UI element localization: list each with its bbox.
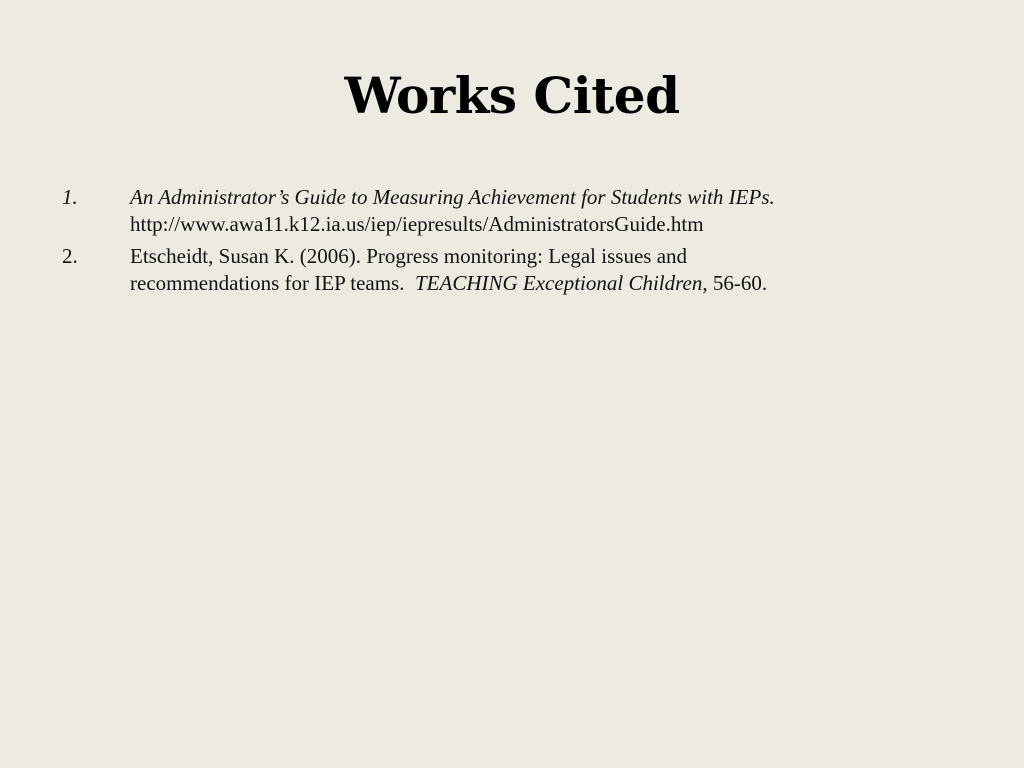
works-cited-list [0, 184, 1024, 302]
reference-number: 2. [62, 244, 78, 268]
slide-title: Works Cited [344, 66, 680, 125]
reference-item-1 [0, 184, 1024, 238]
reference-item-2 [0, 243, 1024, 297]
reference-author-title: Etscheidt, Susan K. (2006). Progress monitoring: Legal issues and [130, 244, 688, 268]
reference-number: 1. [62, 185, 78, 209]
reference-title-line-2 [130, 270, 984, 297]
reference-pages: , 56-60. [702, 271, 768, 295]
reference-title: An Administrator’s Guide to Measuring Achievement for Students with IEPs. [130, 185, 775, 209]
reference-url[interactable]: http://www.awa11.k12.ia.us/iep/iepresults/AdministratorsGuide.htm [130, 212, 704, 236]
reference-journal: TEACHING Exceptional Children [414, 271, 703, 295]
reference-title-cont: recommendations for IEP teams. [130, 271, 415, 295]
